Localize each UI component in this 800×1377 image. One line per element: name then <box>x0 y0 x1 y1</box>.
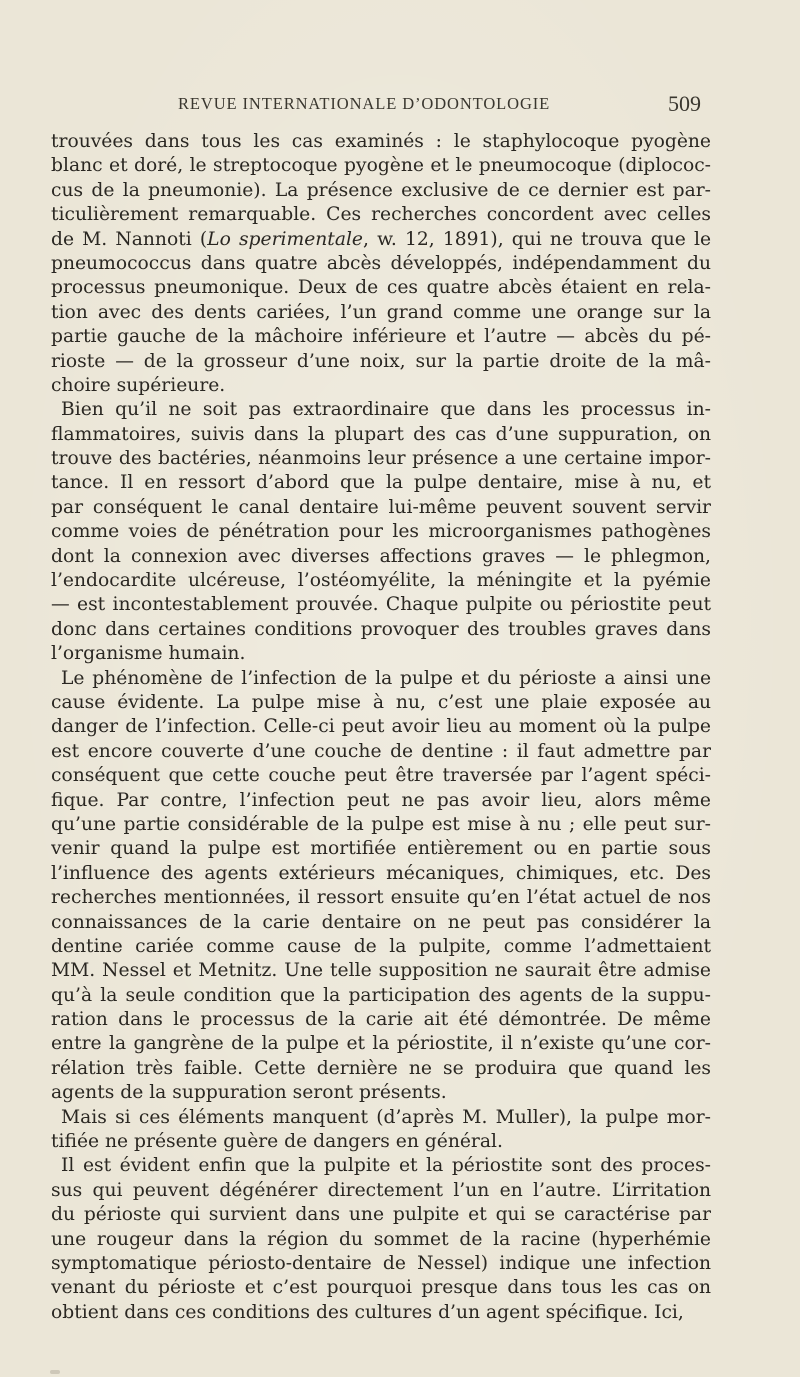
text-line: MM. Nessel et Metnitz. Une telle supposition ne saurait être admise <box>51 960 711 982</box>
paragraph <box>51 667 711 1106</box>
text-line: danger de l’infection. Celle-ci peut avoir lieu au moment où la pulpe <box>51 716 711 738</box>
text-line: Mais si ces éléments manquent (d’après M. Muller), la pulpe mor- <box>61 1106 711 1128</box>
text-line: recherches mentionnées, il ressort ensuite qu’en l’état actuel de nos <box>51 887 711 909</box>
text-line: venant du périoste et c’est pourquoi presque dans tous les cas on <box>51 1277 711 1299</box>
text-line: processus pneumonique. Deux de ces quatre abcès étaient en rela- <box>51 277 711 299</box>
text-line: conséquent que cette couche peut être traversée par l’agent spéci- <box>51 765 711 787</box>
text-line: symptomatique périosto-dentaire de Nessel) indique une infection <box>51 1252 711 1274</box>
text-line: comme voies de pénétration pour les microorganismes pathogènes <box>51 521 711 543</box>
text-line: l’influence des agents extérieurs mécaniques, chimiques, etc. Des <box>51 862 711 884</box>
paragraph <box>51 130 711 398</box>
text-line: rioste — de la grosseur d’une noix, sur la partie droite de la mâ- <box>51 350 711 372</box>
text-line: qu’une partie considérable de la pulpe est mise à nu ; elle peut sur- <box>51 813 711 835</box>
text-line: fique. Par contre, l’infection peut ne pas avoir lieu, alors même <box>51 789 711 811</box>
text-line: qu’à la seule condition que la participation des agents de la suppu- <box>51 984 711 1006</box>
text-line: du périoste qui survient dans une pulpite et qui se caractérise par <box>51 1204 711 1226</box>
text-line: Bien qu’il ne soit pas extraordinaire que dans les processus in- <box>61 399 711 421</box>
text-line: cause évidente. La pulpe mise à nu, c’est une plaie exposée au <box>51 691 711 713</box>
text-line: partie gauche de la mâchoire inférieure et l’autre — abcès du pé- <box>51 326 711 348</box>
text-line: par conséquent le canal dentaire lui-même peuvent souvent servir <box>51 496 711 518</box>
print-smudge <box>50 1370 60 1374</box>
text-line: choire supérieure. <box>51 374 226 396</box>
text-line: cus de la pneumonie). La présence exclusive de ce dernier est par- <box>51 179 711 201</box>
text-line: sus qui peuvent dégénérer directement l’un en l’autre. L’irritation <box>51 1179 711 1201</box>
text-line: tion avec des dents cariées, l’un grand comme une orange sur la <box>51 301 711 323</box>
text-line: est encore couverte d’une couche de dentine : il faut admettre par <box>51 740 711 762</box>
paragraph <box>51 1154 711 1325</box>
text-line: l’organisme humain. <box>51 643 246 665</box>
text-line: trouve des bactéries, néanmoins leur présence a une certaine impor- <box>51 448 711 470</box>
text-line: blanc et doré, le streptocoque pyogène et le pneumocoque (diplococ- <box>51 155 711 177</box>
text-line: dentine cariée comme cause de la pulpite, comme l’admettaient <box>51 935 711 957</box>
text-line: Le phénomène de l’infection de la pulpe et du périoste a ainsi une <box>61 667 711 689</box>
text-line: l’endocardite ulcéreuse, l’ostéomyélite, la méningite et la pyémie <box>51 570 711 592</box>
text-line: pneumococcus dans quatre abcès développés, indépendamment du <box>51 252 711 274</box>
text-line: ration dans le processus de la carie ait été démontrée. De même <box>51 1009 711 1031</box>
text-line: — est incontestablement prouvée. Chaque pulpite ou périostite peut <box>51 594 711 616</box>
text-line: une rougeur dans la région du sommet de la racine (hyperhémie <box>51 1228 711 1250</box>
text-line: entre la gangrène de la pulpe et la périostite, il n’existe qu’une cor- <box>51 1033 711 1055</box>
running-header <box>0 91 800 118</box>
text-line: ticulièrement remarquable. Ces recherches concordent avec celles <box>51 204 711 226</box>
text-line: venir quand la pulpe est mortifiée entièrement ou en partie sous <box>51 838 711 860</box>
paragraph <box>51 1106 711 1155</box>
running-title: REVUE INTERNATIONALE D’ODONTOLOGIE <box>178 94 551 113</box>
text-line: connaissances de la carie dentaire on ne peut pas considérer la <box>51 911 711 933</box>
text-line: Il est évident enfin que la pulpite et la périostite sont des proces- <box>61 1155 711 1177</box>
paragraph <box>51 398 711 666</box>
text-line: trouvées dans tous les cas examinés : le staphylocoque pyogène <box>51 131 711 152</box>
text-line: tance. Il en ressort d’abord que la pulpe dentaire, mise à nu, et <box>51 472 711 494</box>
text-line: donc dans certaines conditions provoquer des troubles graves dans <box>51 618 711 640</box>
journal-title: Lo sperimentale <box>207 228 363 250</box>
text-line: de M. Nannoti (Lo sperimentale, w. 12, 1891), qui ne trouva que le <box>51 228 711 250</box>
text-line: tifiée ne présente guère de dangers en général. <box>51 1131 503 1153</box>
text-line: agents de la suppuration seront présents. <box>51 1082 447 1104</box>
page-number: 509 <box>668 91 701 116</box>
body-text <box>51 130 711 1325</box>
text-line: rélation très faible. Cette dernière ne se produira que quand les <box>51 1057 711 1079</box>
text-line: obtient dans ces conditions des cultures d’un agent spécifique. Ici, <box>51 1301 684 1323</box>
text-line: flammatoires, suivis dans la plupart des cas d’une suppuration, on <box>51 423 711 445</box>
text-line: dont la connexion avec diverses affections graves — le phlegmon, <box>51 545 711 567</box>
